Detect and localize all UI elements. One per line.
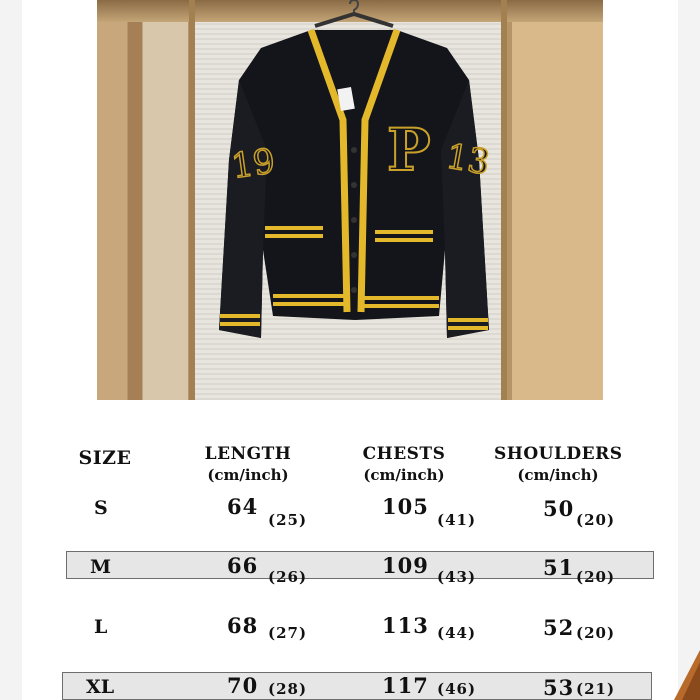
length-inch: (27) xyxy=(268,624,308,642)
chest-inch: (44) xyxy=(437,624,477,642)
size-label: L xyxy=(94,616,108,638)
length-cm: 64 xyxy=(227,494,259,519)
shoulder-cm: 52 xyxy=(543,615,575,640)
corner-decoration xyxy=(660,640,700,700)
length-inch: (28) xyxy=(268,680,308,698)
shoulder-cm: 53 xyxy=(543,675,575,700)
length-cm: 68 xyxy=(227,613,259,638)
chest-inch: (41) xyxy=(437,511,477,529)
chest-cm: 105 xyxy=(382,494,429,519)
chest-cm: 117 xyxy=(382,673,429,698)
shoulder-inch: (20) xyxy=(576,511,616,529)
header-chests: CHESTS (cm/inch) xyxy=(362,444,446,484)
size-label: XL xyxy=(86,676,115,698)
product-photo xyxy=(97,0,603,400)
header-size: SIZE xyxy=(78,447,132,469)
shoulder-inch: (20) xyxy=(576,568,616,586)
chest-cm: 113 xyxy=(382,613,429,638)
chest-letter-patch: P xyxy=(387,116,431,184)
length-inch: (26) xyxy=(268,568,308,586)
length-inch: (25) xyxy=(268,511,308,529)
chest-cm: 109 xyxy=(382,553,429,578)
header-shoulders: SHOULDERS (cm/inch) xyxy=(494,444,623,484)
chest-inch: (43) xyxy=(437,568,477,586)
shoulder-cm: 50 xyxy=(543,496,575,521)
shoulder-inch: (21) xyxy=(576,680,616,698)
left-sleeve-patch: 19 xyxy=(229,141,278,187)
chest-inch: (46) xyxy=(437,680,477,698)
shoulder-inch: (20) xyxy=(576,624,616,642)
size-label: M xyxy=(90,556,112,578)
header-length: LENGTH (cm/inch) xyxy=(204,444,292,484)
cardigan-illustration xyxy=(97,0,603,400)
length-cm: 66 xyxy=(227,553,259,578)
right-sleeve-patch: 13 xyxy=(443,136,493,184)
length-cm: 70 xyxy=(227,673,259,698)
shoulder-cm: 51 xyxy=(543,555,575,580)
size-label: S xyxy=(94,497,108,519)
